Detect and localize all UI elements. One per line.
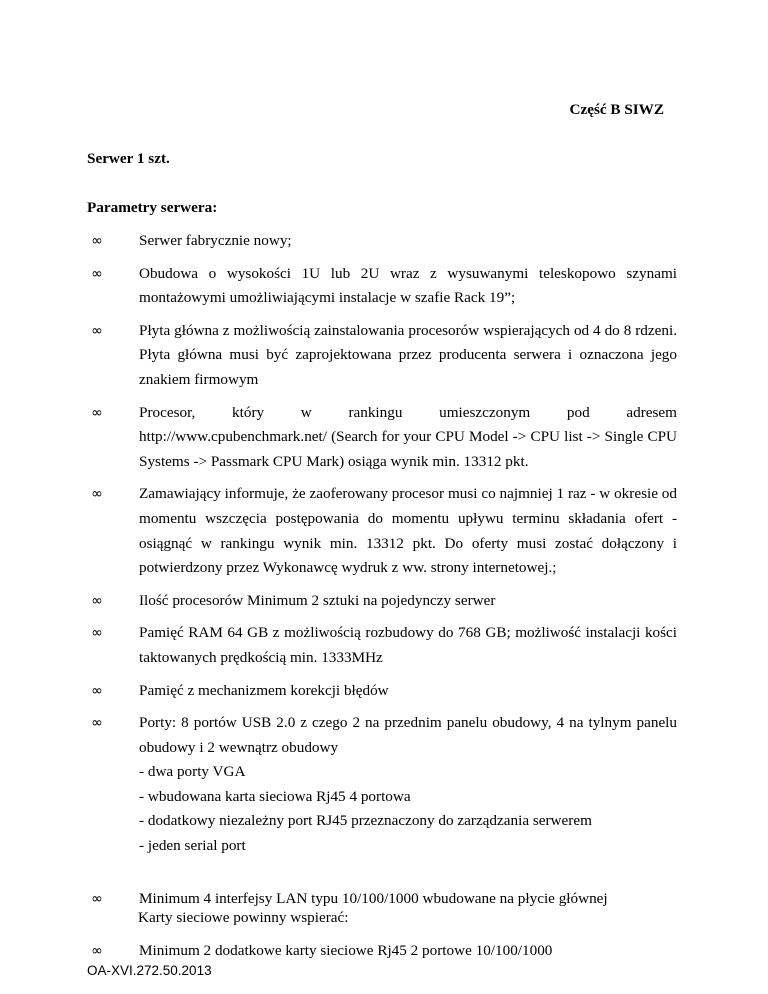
list-item (87, 401, 677, 475)
infinity-bullet-icon: ∞ (91, 715, 103, 732)
list-item-text: Pamięć RAM 64 GB z możliwością rozbudowy do 768 GB; możliwość instalacji kości taktowanych prędkością min. 1333MHz (139, 624, 677, 666)
list-item (87, 621, 677, 670)
list-item-text: Płyta główna z możliwością zainstalowania procesorów wspierających od 4 do 8 rdzeni. Płyta główna musi być zaprojektowana przez producenta serwera i oznaczona jego znakiem firmowym (139, 321, 677, 388)
list-item (87, 939, 677, 964)
infinity-bullet-icon: ∞ (91, 625, 103, 642)
port-sub-item: - wbudowana karta sieciowa Rj45 4 portowa (139, 787, 411, 805)
list-item (87, 482, 677, 580)
list-item (87, 679, 677, 704)
document-title: Serwer 1 szt. (87, 150, 170, 167)
infinity-bullet-icon: ∞ (91, 486, 103, 503)
list-item (87, 319, 677, 393)
infinity-bullet-icon: ∞ (91, 233, 103, 249)
list-item-text: Minimum 2 dodatkowe karty sieciowe Rj45 2 portowe 10/100/1000 (139, 942, 553, 960)
list-item (87, 229, 677, 254)
infinity-bullet-icon: ∞ (91, 682, 103, 699)
infinity-bullet-icon: ∞ (91, 943, 103, 960)
list-item-text: Porty: 8 portów USB 2.0 z czego 2 na przednim panelu obudowy, 4 na tylnym panelu obudowy i 2 wewnątrz obudowy - dwa porty VGA - wbudowana karta sieciowa Rj45 4 portowa - dodatkowy niezależny port RJ45 przeznaczony do zarządzania serwerem - jeden serial port (139, 711, 677, 859)
list-item (87, 711, 677, 859)
list-item-text: Obudowa o wysokości 1U lub 2U wraz z wysuwanymi teleskopowo szynami montażowymi umożliwiającymi instalacje w szafie Rack 19”; (139, 264, 677, 307)
server-parameters-list (87, 229, 677, 972)
processor-benchmark-text: http://www.cpubenchmark.net/ (Search for your CPU Model -> CPU list -> Single CPU Systems -> Passmark CPU Mark) osiąga wynik min. 13312 pkt. (139, 428, 677, 470)
infinity-bullet-icon: ∞ (91, 322, 103, 339)
document-reference-number: OA-XVI.272.50.2013 (87, 963, 212, 978)
infinity-bullet-icon: ∞ (91, 890, 103, 907)
list-item (87, 589, 677, 614)
list-item-text: Minimum 4 interfejsy LAN typu 10/100/1000 wbudowane na płycie głównej (139, 889, 608, 907)
network-cards-support-line: Karty sieciowe powinny wspierać: (138, 909, 349, 926)
list-item-text: Pamięć z mechanizmem korekcji błędów (139, 681, 389, 699)
processor-first-line: Procesor, który w rankingu umieszczonym pod adresem (139, 403, 677, 421)
infinity-bullet-icon: ∞ (91, 592, 103, 609)
infinity-bullet-icon: ∞ (91, 404, 103, 421)
list-item-text: Serwer fabrycznie nowy; (139, 232, 292, 249)
port-sub-item: - jeden serial port (139, 837, 246, 855)
section-heading: Parametry serwera: (87, 199, 218, 216)
document-part-label: Część B SIWZ (569, 101, 664, 118)
port-sub-item: - dwa porty VGA (139, 763, 246, 781)
list-item (87, 262, 677, 311)
list-item-text: Zamawiający informuje, że zaoferowany procesor musi co najmniej 1 raz - w okresie od momentu wszczęcia postępowania do momentu upływu terminu składania ofert - osiągnąć w rankingu wynik min. 13312 pkt. Do oferty musi zostać dołączony i potwierdzony przez Wykonawcę wydruk z ww. strony internetowej.; (139, 485, 677, 577)
port-sub-item: - dodatkowy niezależny port RJ45 przeznaczony do zarządzania serwerem (139, 812, 592, 830)
list-item-text (139, 401, 677, 475)
list-item-text: Ilość procesorów Minimum 2 sztuki na pojedynczy serwer (139, 591, 496, 609)
infinity-bullet-icon: ∞ (91, 265, 103, 282)
